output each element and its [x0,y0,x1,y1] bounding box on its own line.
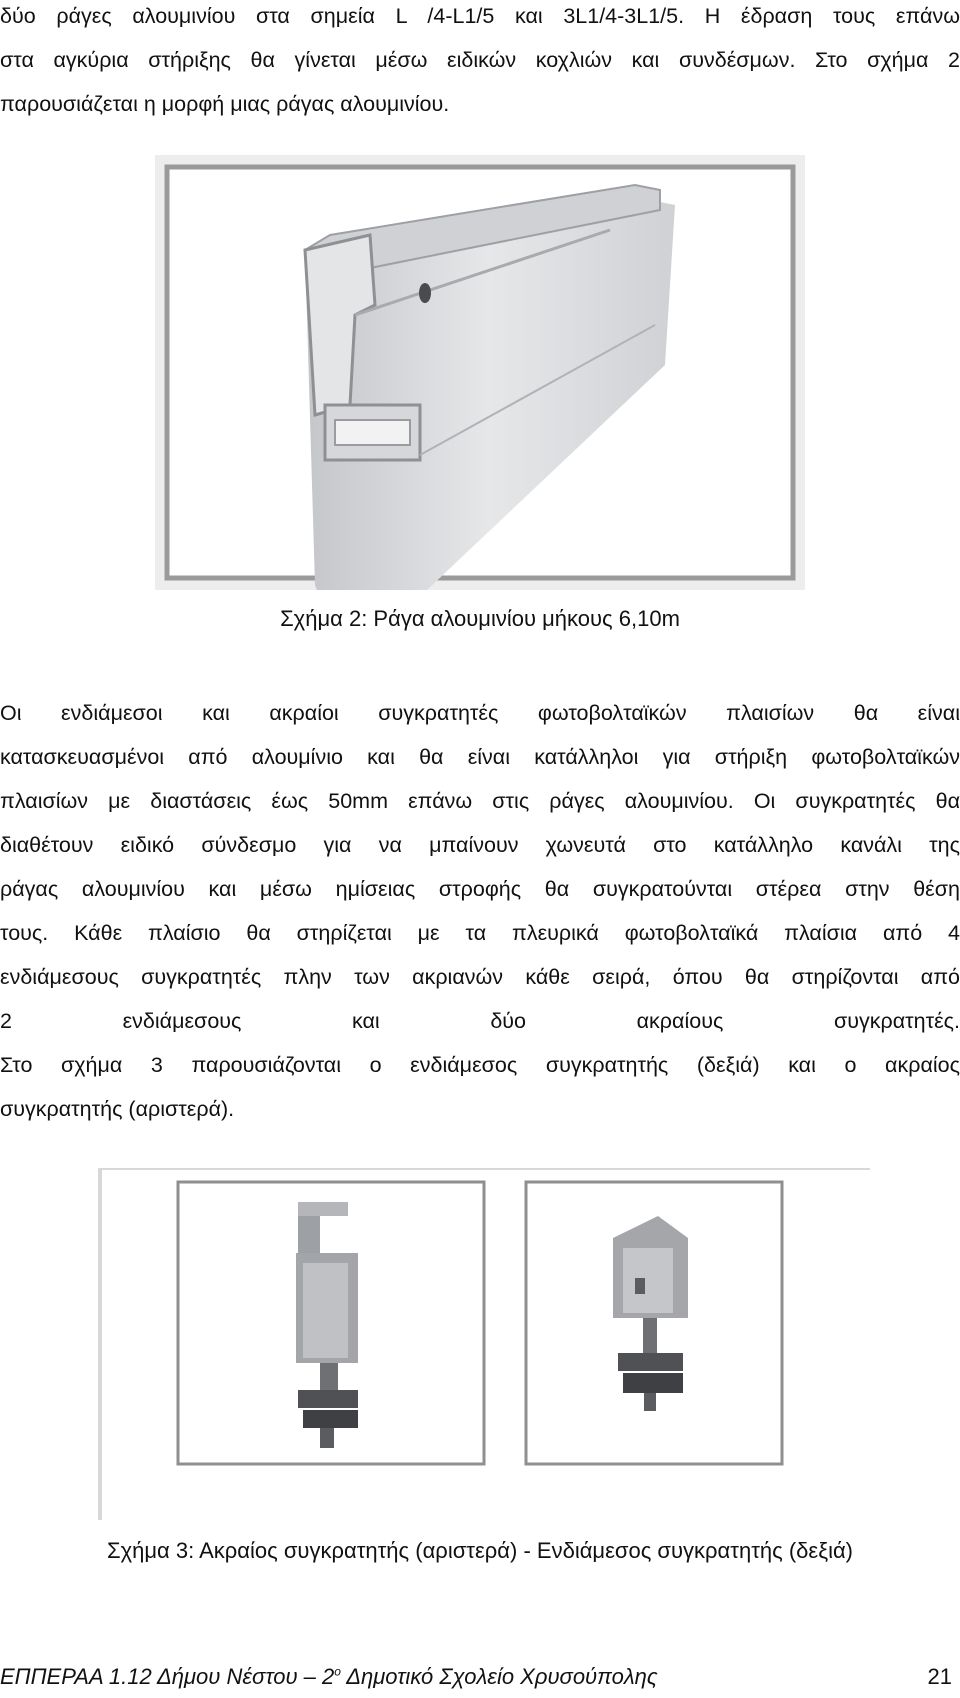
intro-line-2: στα αγκύρια στήριξης θα γίνεται μέσω ειδικών κοχλιών και συνδέσμων. Στο σχήμα 2 [0,48,960,72]
intro-paragraph [0,0,960,126]
clamps-figure [98,1168,870,1520]
body-line-2: κατασκευασμένοι από αλουμίνιο και θα είναι κατάλληλοι για στήριξη φωτοβολταϊκών [0,745,960,769]
footer-text-part-1: ΕΠΠΕΡΑΑ 1.12 Δήμου Νέστου – 2 [0,1664,335,1689]
end-clamp-image [178,1182,484,1464]
body-line-1: Οι ενδιάμεσοι και ακραίοι συγκρατητές φωτοβολταϊκών πλαισίων θα είναι [0,701,960,725]
body-line-8: 2 ενδιάμεσους και δύο ακραίους συγκρατητές. [0,1009,960,1033]
aluminium-rail-figure [155,155,805,590]
page-footer [0,1664,960,1690]
body-line-4: διαθέτουν ειδικό σύνδεσμο για να μπαίνουν χωνευτά στο κατάλληλο κανάλι της [0,833,960,857]
intro-line-1: δύο ράγες αλουμινίου στα σημεία L /4-L1/5 και 3L1/4-3L1/5. Η έδραση τους επάνω [0,4,960,28]
footer-ordinal-sup: ο [334,1664,341,1679]
page-number: 21 [927,1664,952,1689]
figure-3-caption: Σχήμα 3: Ακραίος συγκρατητής (αριστερά) - Ενδιάμεσος συγκρατητής (δεξιά) [106,1538,854,1563]
body-line-7: ενδιάμεσους συγκρατητές πλην των ακριανών κάθε σειρά, όπου θα στηρίζονται από [0,965,960,989]
figure-2-caption: Σχήμα 2: Ράγα αλουμινίου μήκους 6,10m [280,606,680,631]
footer-text-part-2: Δημοτικό Σχολείο Χρυσούπολης [340,1664,658,1689]
body-paragraph [0,691,960,1131]
middle-clamp-image [526,1182,782,1464]
intro-line-3: παρουσιάζεται η μορφή μιας ράγας αλουμινίου. [0,92,450,116]
body-line-5: ράγας αλουμινίου και μέσω ημίσειας στροφής θα συγκρατούνται στέρεα στην θέση [0,877,960,901]
body-line-10: συγκρατητής (αριστερά). [0,1097,235,1121]
body-line-9: Στο σχήμα 3 παρουσιάζονται ο ενδιάμεσος συγκρατητής (δεξιά) και ο ακραίος [0,1053,960,1077]
body-line-3: πλαισίων με διαστάσεις έως 50mm επάνω στις ράγες αλουμινίου. Οι συγκρατητές θα [0,789,960,813]
body-line-6: τους. Κάθε πλαίσιο θα στηρίζεται με τα πλευρικά φωτοβολταϊκά πλαίσια από 4 [0,921,960,945]
